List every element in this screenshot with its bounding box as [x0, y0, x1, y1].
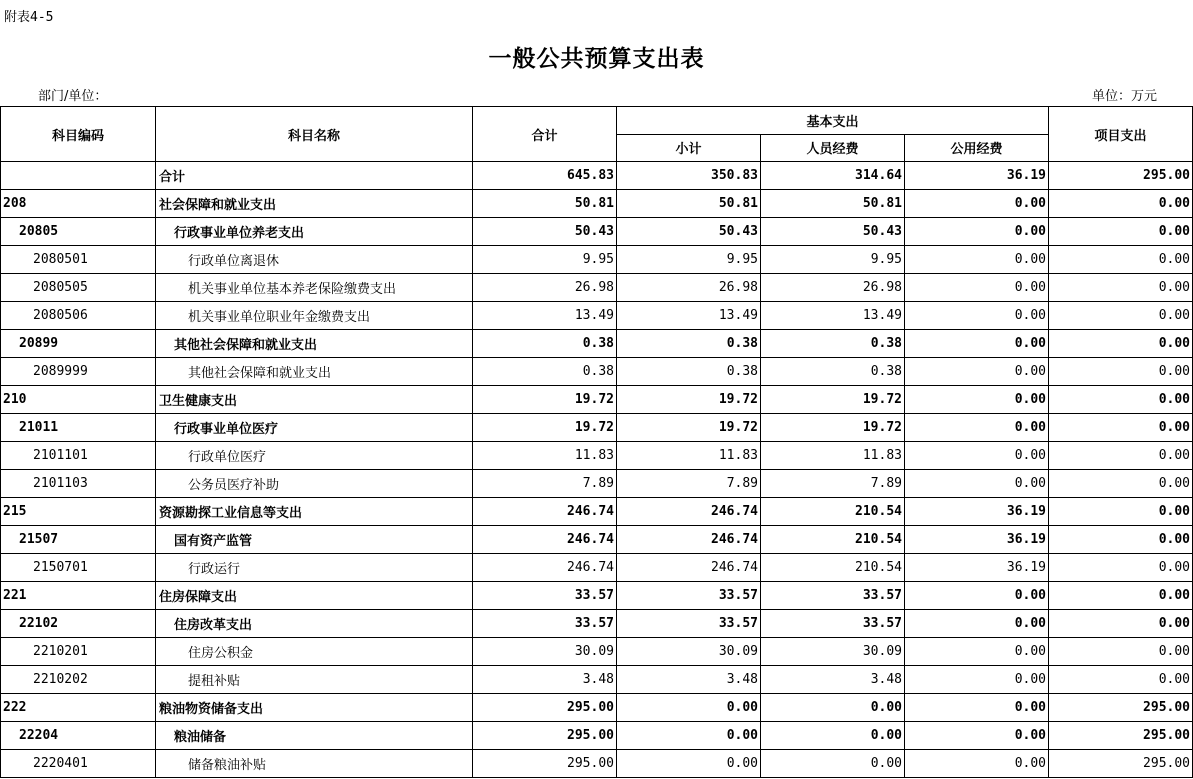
table-row — [1, 750, 1193, 778]
cell-public: 0.00 — [905, 638, 1049, 666]
cell-personnel: 13.49 — [761, 302, 905, 330]
table-row — [1, 330, 1193, 358]
cell-subtotal: 9.95 — [617, 246, 761, 274]
cell-code: 22204 — [1, 722, 156, 750]
cell-subtotal: 50.43 — [617, 218, 761, 246]
cell-name: 机关事业单位基本养老保险缴费支出 — [156, 274, 473, 302]
cell-project: 0.00 — [1049, 274, 1193, 302]
cell-total: 19.72 — [473, 414, 617, 442]
cell-personnel: 3.48 — [761, 666, 905, 694]
cell-personnel: 50.43 — [761, 218, 905, 246]
cell-code: 221 — [1, 582, 156, 610]
cell-total: 33.57 — [473, 610, 617, 638]
table-row — [1, 386, 1193, 414]
header-personnel: 人员经费 — [761, 134, 905, 162]
table-row — [1, 526, 1193, 554]
cell-subtotal: 33.57 — [617, 610, 761, 638]
cell-project: 0.00 — [1049, 414, 1193, 442]
table-row — [1, 162, 1193, 190]
cell-name: 行政事业单位医疗 — [156, 414, 473, 442]
header-basic: 基本支出 — [617, 107, 1049, 135]
cell-subtotal: 33.57 — [617, 582, 761, 610]
cell-project: 0.00 — [1049, 638, 1193, 666]
cell-subtotal: 11.83 — [617, 442, 761, 470]
cell-public: 0.00 — [905, 274, 1049, 302]
cell-project: 0.00 — [1049, 190, 1193, 218]
cell-name: 资源勘探工业信息等支出 — [156, 498, 473, 526]
cell-project: 0.00 — [1049, 582, 1193, 610]
cell-personnel: 210.54 — [761, 554, 905, 582]
cell-code: 22102 — [1, 610, 156, 638]
cell-name: 卫生健康支出 — [156, 386, 473, 414]
cell-public: 0.00 — [905, 582, 1049, 610]
cell-project: 0.00 — [1049, 498, 1193, 526]
cell-personnel: 0.00 — [761, 750, 905, 778]
cell-project: 0.00 — [1049, 218, 1193, 246]
cell-project: 0.00 — [1049, 246, 1193, 274]
table-row — [1, 358, 1193, 386]
cell-personnel: 0.00 — [761, 722, 905, 750]
cell-code: 20805 — [1, 218, 156, 246]
cell-public: 0.00 — [905, 358, 1049, 386]
cell-project: 0.00 — [1049, 386, 1193, 414]
table-body — [1, 162, 1193, 778]
cell-code: 2080505 — [1, 274, 156, 302]
cell-name: 粮油储备 — [156, 722, 473, 750]
cell-public: 0.00 — [905, 666, 1049, 694]
table-row — [1, 694, 1193, 722]
cell-subtotal: 50.81 — [617, 190, 761, 218]
table-row — [1, 498, 1193, 526]
cell-personnel: 210.54 — [761, 526, 905, 554]
cell-name: 住房公积金 — [156, 638, 473, 666]
cell-public: 36.19 — [905, 162, 1049, 190]
cell-public: 0.00 — [905, 330, 1049, 358]
cell-code: 208 — [1, 190, 156, 218]
cell-total: 645.83 — [473, 162, 617, 190]
cell-subtotal: 246.74 — [617, 526, 761, 554]
cell-personnel: 30.09 — [761, 638, 905, 666]
cell-total: 33.57 — [473, 582, 617, 610]
cell-public: 36.19 — [905, 526, 1049, 554]
cell-subtotal: 0.38 — [617, 330, 761, 358]
cell-subtotal: 30.09 — [617, 638, 761, 666]
cell-personnel: 0.38 — [761, 330, 905, 358]
cell-project: 295.00 — [1049, 750, 1193, 778]
cell-code: 222 — [1, 694, 156, 722]
cell-subtotal: 19.72 — [617, 386, 761, 414]
cell-code: 210 — [1, 386, 156, 414]
cell-personnel: 33.57 — [761, 610, 905, 638]
cell-name: 行政单位离退休 — [156, 246, 473, 274]
cell-name: 国有资产监管 — [156, 526, 473, 554]
table-row — [1, 638, 1193, 666]
cell-public: 0.00 — [905, 750, 1049, 778]
cell-total: 50.43 — [473, 218, 617, 246]
cell-name: 其他社会保障和就业支出 — [156, 358, 473, 386]
cell-name: 机关事业单位职业年金缴费支出 — [156, 302, 473, 330]
cell-code: 2080501 — [1, 246, 156, 274]
cell-name: 粮油物资储备支出 — [156, 694, 473, 722]
header-public: 公用经费 — [905, 134, 1049, 162]
table-row — [1, 610, 1193, 638]
table-row — [1, 442, 1193, 470]
cell-project: 0.00 — [1049, 442, 1193, 470]
table-row — [1, 722, 1193, 750]
cell-code: 2101101 — [1, 442, 156, 470]
cell-public: 0.00 — [905, 414, 1049, 442]
table-row — [1, 582, 1193, 610]
unit-label: 单位：万元 — [1091, 89, 1157, 104]
cell-public: 0.00 — [905, 470, 1049, 498]
cell-personnel: 314.64 — [761, 162, 905, 190]
cell-code: 21507 — [1, 526, 156, 554]
table-row — [1, 470, 1193, 498]
cell-code: 2101103 — [1, 470, 156, 498]
cell-code: 2080506 — [1, 302, 156, 330]
page-title: 一般公共预算支出表 — [488, 46, 705, 72]
header-code: 科目编码 — [1, 107, 156, 162]
cell-subtotal: 19.72 — [617, 414, 761, 442]
cell-project: 0.00 — [1049, 470, 1193, 498]
cell-project: 295.00 — [1049, 694, 1193, 722]
cell-subtotal: 350.83 — [617, 162, 761, 190]
cell-project: 0.00 — [1049, 610, 1193, 638]
cell-public: 0.00 — [905, 246, 1049, 274]
cell-code: 2210201 — [1, 638, 156, 666]
cell-name: 其他社会保障和就业支出 — [156, 330, 473, 358]
cell-subtotal: 7.89 — [617, 470, 761, 498]
cell-public: 0.00 — [905, 610, 1049, 638]
cell-personnel: 50.81 — [761, 190, 905, 218]
cell-code: 20899 — [1, 330, 156, 358]
cell-public: 0.00 — [905, 218, 1049, 246]
cell-total: 50.81 — [473, 190, 617, 218]
cell-subtotal: 0.00 — [617, 694, 761, 722]
cell-subtotal: 246.74 — [617, 554, 761, 582]
cell-project: 0.00 — [1049, 302, 1193, 330]
cell-personnel: 7.89 — [761, 470, 905, 498]
header-subtotal: 小计 — [617, 134, 761, 162]
cell-total: 0.38 — [473, 330, 617, 358]
cell-name: 储备粮油补贴 — [156, 750, 473, 778]
table-row — [1, 246, 1193, 274]
cell-personnel: 210.54 — [761, 498, 905, 526]
cell-total: 295.00 — [473, 694, 617, 722]
cell-public: 0.00 — [905, 694, 1049, 722]
budget-table — [0, 106, 1193, 778]
table-header — [1, 107, 1193, 162]
cell-total: 3.48 — [473, 666, 617, 694]
cell-subtotal: 0.38 — [617, 358, 761, 386]
cell-total: 246.74 — [473, 498, 617, 526]
cell-subtotal: 26.98 — [617, 274, 761, 302]
cell-code: 215 — [1, 498, 156, 526]
cell-total: 295.00 — [473, 722, 617, 750]
header-total: 合计 — [473, 107, 617, 162]
cell-total: 295.00 — [473, 750, 617, 778]
cell-personnel: 19.72 — [761, 386, 905, 414]
cell-personnel: 11.83 — [761, 442, 905, 470]
cell-personnel: 26.98 — [761, 274, 905, 302]
cell-subtotal: 13.49 — [617, 302, 761, 330]
cell-name: 住房改革支出 — [156, 610, 473, 638]
cell-total: 0.38 — [473, 358, 617, 386]
cell-total: 246.74 — [473, 554, 617, 582]
cell-code — [1, 162, 156, 190]
cell-name: 住房保障支出 — [156, 582, 473, 610]
cell-personnel: 9.95 — [761, 246, 905, 274]
cell-project: 0.00 — [1049, 358, 1193, 386]
appendix-label: 附表4-5 — [4, 10, 54, 25]
cell-public: 0.00 — [905, 722, 1049, 750]
cell-name: 行政事业单位养老支出 — [156, 218, 473, 246]
cell-public: 0.00 — [905, 302, 1049, 330]
table-row — [1, 554, 1193, 582]
cell-subtotal: 0.00 — [617, 722, 761, 750]
cell-public: 36.19 — [905, 498, 1049, 526]
cell-code: 2220401 — [1, 750, 156, 778]
cell-public: 0.00 — [905, 386, 1049, 414]
cell-total: 26.98 — [473, 274, 617, 302]
header-name: 科目名称 — [156, 107, 473, 162]
cell-personnel: 19.72 — [761, 414, 905, 442]
cell-subtotal: 3.48 — [617, 666, 761, 694]
cell-name: 提租补贴 — [156, 666, 473, 694]
cell-name: 行政单位医疗 — [156, 442, 473, 470]
table-row — [1, 274, 1193, 302]
cell-personnel: 0.38 — [761, 358, 905, 386]
cell-total: 13.49 — [473, 302, 617, 330]
table-row — [1, 218, 1193, 246]
department-label: 部门/单位： — [38, 89, 108, 104]
table-row — [1, 666, 1193, 694]
cell-name: 行政运行 — [156, 554, 473, 582]
cell-subtotal: 0.00 — [617, 750, 761, 778]
cell-name: 合计 — [156, 162, 473, 190]
cell-project: 295.00 — [1049, 722, 1193, 750]
cell-code: 21011 — [1, 414, 156, 442]
cell-project: 0.00 — [1049, 330, 1193, 358]
cell-project: 295.00 — [1049, 162, 1193, 190]
cell-personnel: 33.57 — [761, 582, 905, 610]
cell-total: 19.72 — [473, 386, 617, 414]
cell-total: 7.89 — [473, 470, 617, 498]
table-row — [1, 414, 1193, 442]
cell-public: 0.00 — [905, 442, 1049, 470]
cell-project: 0.00 — [1049, 666, 1193, 694]
cell-public: 0.00 — [905, 190, 1049, 218]
cell-code: 2150701 — [1, 554, 156, 582]
cell-personnel: 0.00 — [761, 694, 905, 722]
cell-name: 社会保障和就业支出 — [156, 190, 473, 218]
cell-project: 0.00 — [1049, 526, 1193, 554]
cell-total: 30.09 — [473, 638, 617, 666]
cell-public: 36.19 — [905, 554, 1049, 582]
cell-total: 11.83 — [473, 442, 617, 470]
cell-name: 公务员医疗补助 — [156, 470, 473, 498]
header-project: 项目支出 — [1049, 107, 1193, 162]
cell-project: 0.00 — [1049, 554, 1193, 582]
cell-code: 2089999 — [1, 358, 156, 386]
table-row — [1, 190, 1193, 218]
table-row — [1, 302, 1193, 330]
cell-total: 246.74 — [473, 526, 617, 554]
cell-code: 2210202 — [1, 666, 156, 694]
cell-total: 9.95 — [473, 246, 617, 274]
cell-subtotal: 246.74 — [617, 498, 761, 526]
